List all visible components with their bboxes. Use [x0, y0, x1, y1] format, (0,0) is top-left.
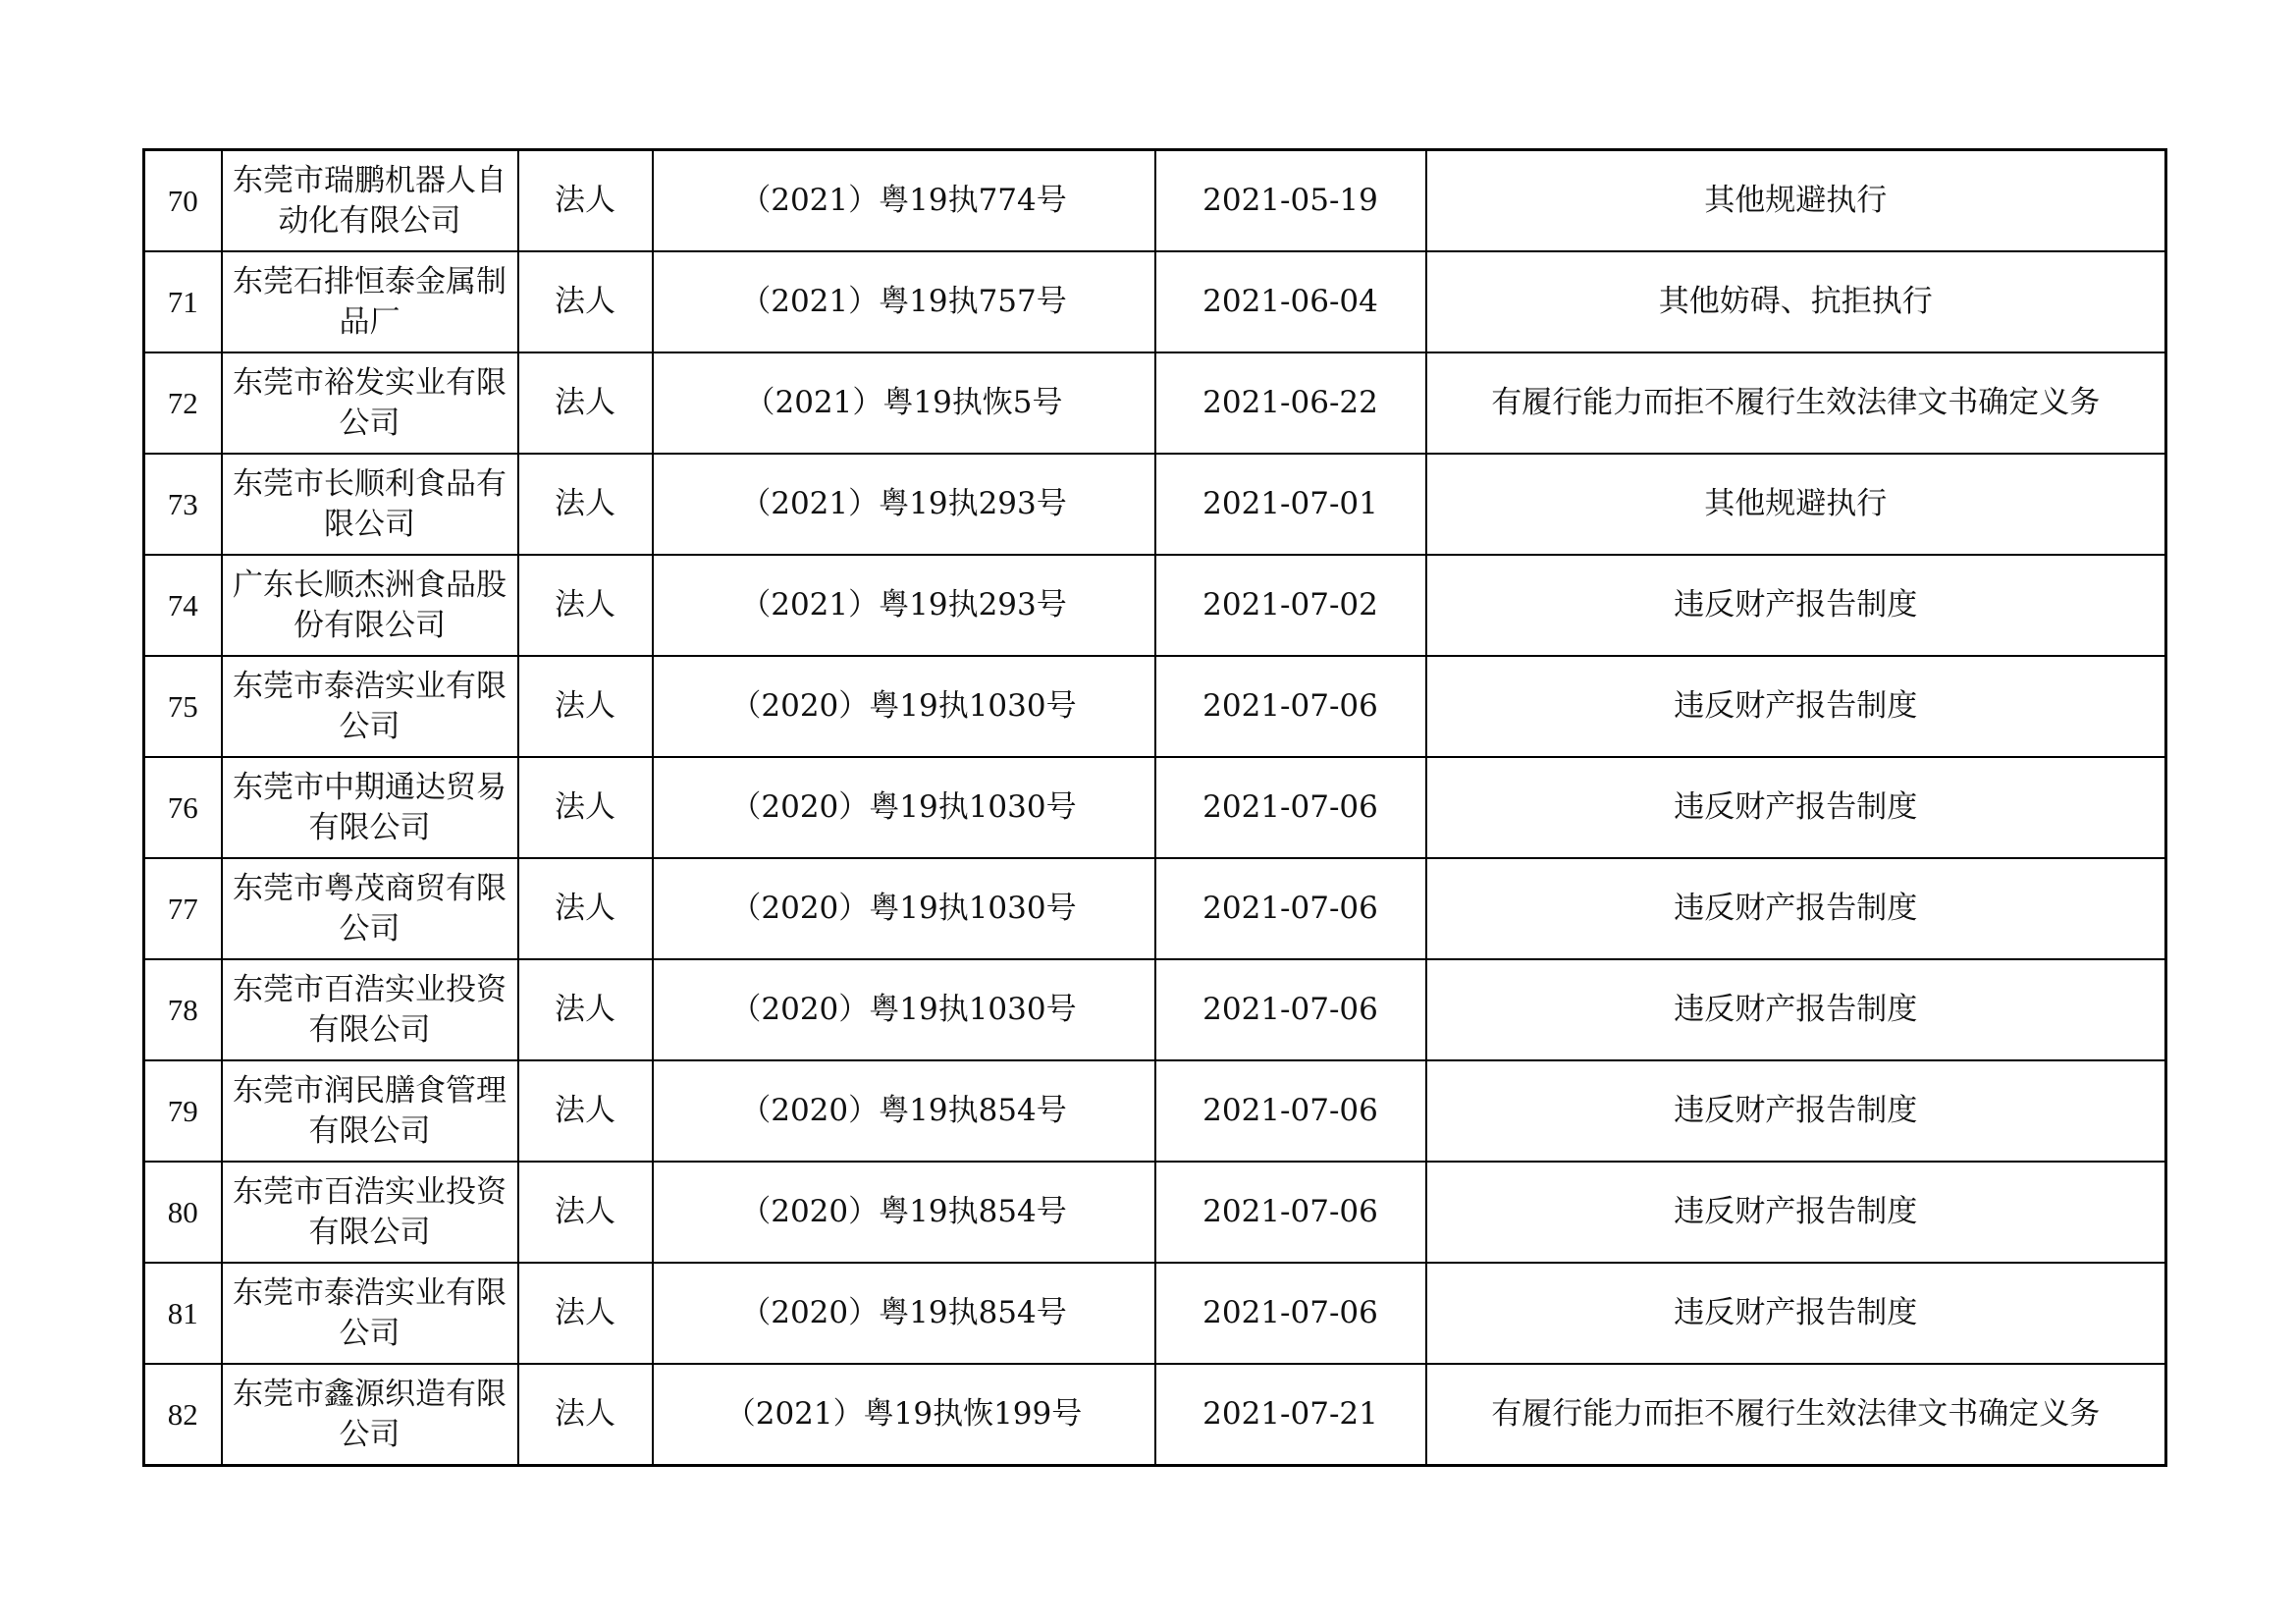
row-number: 70: [144, 150, 222, 252]
record-date: 2021-07-21: [1155, 1364, 1426, 1466]
records-table: [142, 148, 2167, 1467]
table-row: [144, 959, 2166, 1060]
entity-name: 东莞市润民膳食管理有限公司: [222, 1060, 518, 1162]
row-number: 77: [144, 858, 222, 959]
record-date: 2021-07-06: [1155, 959, 1426, 1060]
record-date: 2021-07-06: [1155, 1263, 1426, 1364]
case-number: （2020）粤19执1030号: [653, 757, 1155, 858]
violation-reason: 违反财产报告制度: [1426, 1263, 2166, 1364]
entity-name: 东莞市泰浩实业有限公司: [222, 1263, 518, 1364]
record-date: 2021-07-06: [1155, 757, 1426, 858]
violation-reason: 违反财产报告制度: [1426, 757, 2166, 858]
case-number: （2020）粤19执854号: [653, 1060, 1155, 1162]
entity-type: 法人: [518, 454, 653, 555]
entity-name: 广东长顺杰洲食品股份有限公司: [222, 555, 518, 656]
row-number: 82: [144, 1364, 222, 1466]
case-number: （2021）粤19执757号: [653, 251, 1155, 352]
case-number: （2020）粤19执1030号: [653, 959, 1155, 1060]
table-row: [144, 251, 2166, 352]
entity-type: 法人: [518, 1162, 653, 1263]
case-number: （2020）粤19执854号: [653, 1162, 1155, 1263]
entity-type: 法人: [518, 555, 653, 656]
violation-reason: 违反财产报告制度: [1426, 858, 2166, 959]
row-number: 74: [144, 555, 222, 656]
record-date: 2021-07-02: [1155, 555, 1426, 656]
table-row: [144, 1162, 2166, 1263]
entity-name: 东莞市泰浩实业有限公司: [222, 656, 518, 757]
table-row: [144, 757, 2166, 858]
entity-name: 东莞市中期通达贸易有限公司: [222, 757, 518, 858]
violation-reason: 有履行能力而拒不履行生效法律文书确定义务: [1426, 1364, 2166, 1466]
entity-name: 东莞市鑫源织造有限公司: [222, 1364, 518, 1466]
entity-name: 东莞市粤茂商贸有限公司: [222, 858, 518, 959]
case-number: （2020）粤19执854号: [653, 1263, 1155, 1364]
case-number: （2021）粤19执恢199号: [653, 1364, 1155, 1466]
violation-reason: 有履行能力而拒不履行生效法律文书确定义务: [1426, 352, 2166, 454]
entity-name: 东莞石排恒泰金属制品厂: [222, 251, 518, 352]
record-date: 2021-06-04: [1155, 251, 1426, 352]
violation-reason: 违反财产报告制度: [1426, 656, 2166, 757]
entity-name: 东莞市长顺利食品有限公司: [222, 454, 518, 555]
row-number: 80: [144, 1162, 222, 1263]
table-row: [144, 555, 2166, 656]
entity-name: 东莞市裕发实业有限公司: [222, 352, 518, 454]
record-date: 2021-07-06: [1155, 1162, 1426, 1263]
entity-type: 法人: [518, 959, 653, 1060]
row-number: 71: [144, 251, 222, 352]
record-date: 2021-07-06: [1155, 656, 1426, 757]
entity-type: 法人: [518, 757, 653, 858]
row-number: 73: [144, 454, 222, 555]
violation-reason: 违反财产报告制度: [1426, 1162, 2166, 1263]
violation-reason: 违反财产报告制度: [1426, 959, 2166, 1060]
record-date: 2021-05-19: [1155, 150, 1426, 252]
case-number: （2020）粤19执1030号: [653, 858, 1155, 959]
violation-reason: 其他规避执行: [1426, 454, 2166, 555]
case-number: （2021）粤19执774号: [653, 150, 1155, 252]
table-row: [144, 656, 2166, 757]
table-row: [144, 1364, 2166, 1466]
table-row: [144, 454, 2166, 555]
entity-type: 法人: [518, 1364, 653, 1466]
violation-reason: 违反财产报告制度: [1426, 1060, 2166, 1162]
row-number: 79: [144, 1060, 222, 1162]
entity-name: 东莞市百浩实业投资有限公司: [222, 959, 518, 1060]
record-date: 2021-07-06: [1155, 1060, 1426, 1162]
entity-type: 法人: [518, 1263, 653, 1364]
entity-type: 法人: [518, 150, 653, 252]
record-date: 2021-06-22: [1155, 352, 1426, 454]
case-number: （2021）粤19执恢5号: [653, 352, 1155, 454]
entity-type: 法人: [518, 251, 653, 352]
row-number: 76: [144, 757, 222, 858]
table-row: [144, 352, 2166, 454]
violation-reason: 违反财产报告制度: [1426, 555, 2166, 656]
table-row: [144, 1060, 2166, 1162]
record-date: 2021-07-01: [1155, 454, 1426, 555]
table-row: [144, 1263, 2166, 1364]
case-number: （2021）粤19执293号: [653, 454, 1155, 555]
violation-reason: 其他规避执行: [1426, 150, 2166, 252]
case-number: （2021）粤19执293号: [653, 555, 1155, 656]
row-number: 81: [144, 1263, 222, 1364]
table-row: [144, 150, 2166, 252]
entity-name: 东莞市瑞鹏机器人自动化有限公司: [222, 150, 518, 252]
case-number: （2020）粤19执1030号: [653, 656, 1155, 757]
record-date: 2021-07-06: [1155, 858, 1426, 959]
entity-type: 法人: [518, 352, 653, 454]
entity-type: 法人: [518, 1060, 653, 1162]
entity-type: 法人: [518, 858, 653, 959]
row-number: 75: [144, 656, 222, 757]
entity-name: 东莞市百浩实业投资有限公司: [222, 1162, 518, 1263]
row-number: 78: [144, 959, 222, 1060]
violation-reason: 其他妨碍、抗拒执行: [1426, 251, 2166, 352]
entity-type: 法人: [518, 656, 653, 757]
table-row: [144, 858, 2166, 959]
row-number: 72: [144, 352, 222, 454]
